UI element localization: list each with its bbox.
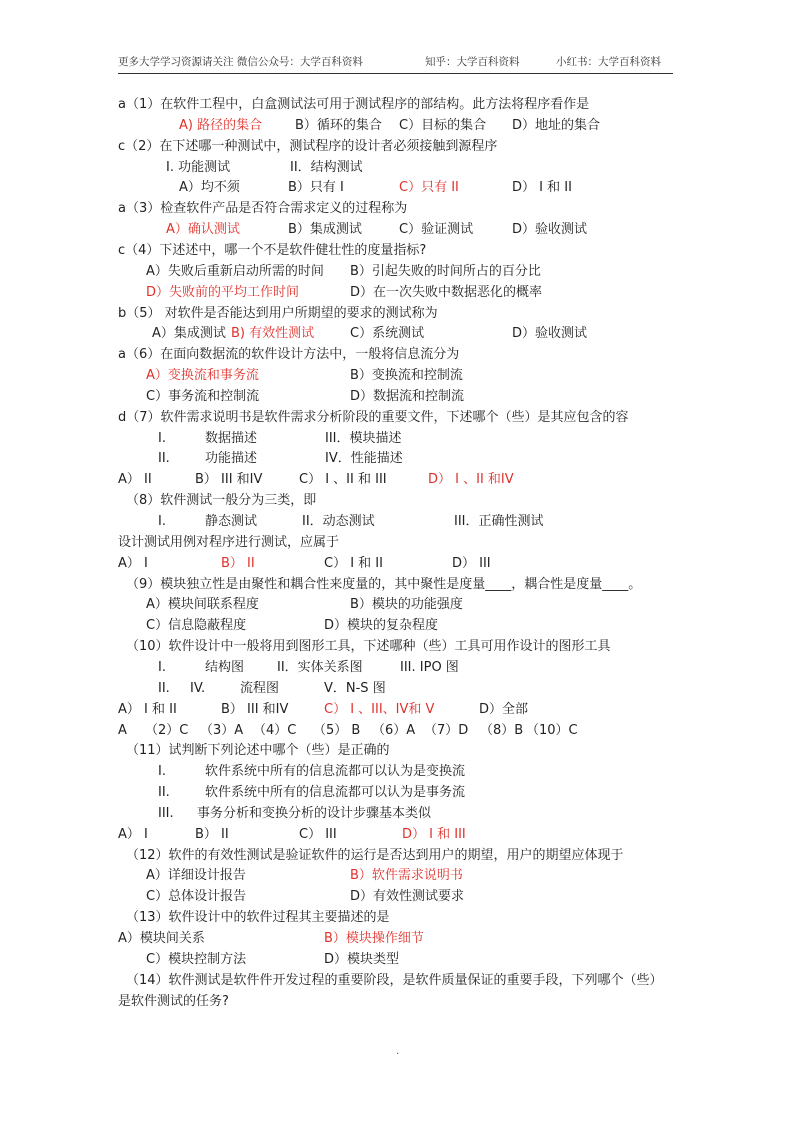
header-resource-note: 更多大学学习资源请关注 微信公众号：大学百科资料 xyxy=(118,56,363,68)
document-text: D）有效性测试要求 xyxy=(350,889,465,905)
document-text: A）模块间关系 xyxy=(118,931,205,946)
answer-highlight-text: D） I 和 III xyxy=(402,826,466,842)
document-text: A）集成测试 xyxy=(152,326,226,342)
document-text: 流程图 xyxy=(240,680,280,696)
document-text: a（3）检查软件产品是否符合需求定义的过程称为 xyxy=(118,201,408,217)
document-text: c（2）在下述哪一种测试中，测试程序的设计者必须接触到源程序 xyxy=(118,138,498,154)
answer-highlight-text: C）只有 II xyxy=(399,180,459,196)
document-text: 结构图 xyxy=(205,659,245,675)
document-text: （12）软件的有效性测试是验证软件的运行是否达到用户的期望，用户的期望应体现于 xyxy=(126,847,624,863)
document-text: III．正确性测试 xyxy=(454,514,544,529)
document-text: IV. xyxy=(190,680,206,696)
document-text: （10）软件设计中一般将用到图形工具，下述哪种（些）工具可用作设计的图形工具 xyxy=(126,639,611,655)
document-text: （8）软件测试一般分为三类，即 xyxy=(126,493,317,509)
document-text: C）系统测试 xyxy=(350,326,425,342)
document-text: C）模块控制方法 xyxy=(146,951,247,967)
answer-highlight-text: D） I 、II 和IV xyxy=(428,472,514,488)
document-text: C） I 、II 和 III xyxy=(299,472,387,488)
document-text: D）全部 xyxy=(479,701,529,717)
document-text: V．N-S 图 xyxy=(324,680,386,696)
answer-highlight-text: A）确认测试 xyxy=(166,222,240,238)
document-text: B）循环的集合 xyxy=(295,117,382,133)
document-text: D）模块类型 xyxy=(324,951,400,967)
document-text: （9）模块独立性是由聚性和耦合性来度量的，其中聚性是度量____，耦合性是度量____。 xyxy=(126,576,642,592)
document-text: D）验收测试 xyxy=(512,222,588,238)
document-text: A xyxy=(118,722,127,738)
document-text: A） II xyxy=(118,472,152,488)
document-text: a（1）在软件工程中，白盒测试法可用于测试程序的部结构。此方法将程序看作是 xyxy=(118,97,590,112)
document-text: （8）B xyxy=(480,722,524,738)
document-text: A） I xyxy=(118,555,148,571)
document-text: B） III 和IV xyxy=(221,701,289,717)
answer-highlight-text: D）失败前的平均工作时间 xyxy=(146,284,300,300)
document-text: c（4）下述述中，哪一个不是软件健壮性的度量指标? xyxy=(118,242,427,258)
document-text: （14）软件测试是软件件开发过程的重要阶段，是软件质量保证的重要手段，下列哪个（些） xyxy=(126,972,663,988)
document-text: B） III 和IV xyxy=(195,472,263,488)
document-text: D）模块的复杂程度 xyxy=(324,618,439,634)
document-text: D）地址的集合 xyxy=(512,117,601,133)
footer-mark: . xyxy=(396,1046,400,1057)
document-text: C）信息隐蔽程度 xyxy=(146,618,247,634)
document-text: D） I 和 II xyxy=(512,180,572,196)
answer-highlight-text: B）模块操作细节 xyxy=(324,931,424,946)
document-text: （6）A xyxy=(372,722,416,738)
document-text: D）在一次失败中数据恶化的概率 xyxy=(350,284,543,300)
document-text: I. xyxy=(158,764,166,780)
document-text: b（5） 对软件是否能达到用户所期望的要求的测试称为 xyxy=(118,305,438,321)
document-text: C）事务流和控制流 xyxy=(146,388,260,404)
document-text: III．模块描述 xyxy=(325,430,402,446)
document-text: II. xyxy=(158,785,170,801)
document-text: a（6）在面向数据流的软件设计方法中，一般将信息流分为 xyxy=(118,347,460,363)
document-text: （3）A xyxy=(200,722,244,738)
document-text: D）数据流和控制流 xyxy=(350,388,465,404)
document-text: A） I 和 II xyxy=(118,701,177,717)
document-text: IV．性能描述 xyxy=(325,451,403,467)
document-text: II．结构测试 xyxy=(290,159,363,175)
header-xiaohongshu: 小红书：大学百科资料 xyxy=(556,56,661,68)
document-text: B）只有 I xyxy=(288,180,344,196)
document-text: （13）软件设计中的软件过程其主要描述的是 xyxy=(126,910,390,926)
document-text: III. xyxy=(158,805,174,821)
header-zhihu: 知乎：大学百科资料 xyxy=(425,56,520,68)
document-text: 设计测试用例对程序进行测试，应属于 xyxy=(118,534,340,550)
document-text: （2）C xyxy=(145,722,189,738)
document-text: 静态测试 xyxy=(205,514,258,529)
document-text: II. xyxy=(158,680,170,696)
document-text: （7）D xyxy=(424,722,469,738)
document-text: A）详细设计报告 xyxy=(146,868,246,884)
document-text: C） III xyxy=(299,826,337,842)
document-text: I. xyxy=(158,659,166,675)
document-text: B）模块的功能强度 xyxy=(350,597,463,613)
document-text: D） III xyxy=(452,555,491,571)
document-text: （10）C xyxy=(526,722,578,738)
document-text: II. xyxy=(158,451,170,467)
document-text: B）引起失败的时间所占的百分比 xyxy=(350,263,541,279)
document-text: B）集成测试 xyxy=(288,222,362,238)
document-text: （4）C xyxy=(253,722,297,738)
document-text: I. xyxy=(158,514,166,529)
document-text: I. 功能测试 xyxy=(166,159,231,175)
document-text: C）总体设计报告 xyxy=(146,889,247,905)
answer-highlight-text: B) 有效性测试 xyxy=(231,326,315,342)
document-text: d（7）软件需求说明书是软件需求分析阶段的重要文件，下述哪个（些）是其应包含的容 xyxy=(118,409,629,425)
document-text: B） II xyxy=(195,826,229,842)
document-text: C） I 和 II xyxy=(324,555,383,571)
document-text: 软件系统中所有的信息流都可以认为是变换流 xyxy=(205,764,466,780)
document-text: II．动态测试 xyxy=(302,514,375,529)
document-text: （5） B xyxy=(313,722,361,738)
document-text: 数据描述 xyxy=(205,430,258,446)
document-text: A）均不须 xyxy=(179,180,240,196)
document-text: B）变换流和控制流 xyxy=(350,368,463,384)
document-text: III. IPO 图 xyxy=(400,659,459,675)
document-text: I. xyxy=(158,430,166,446)
document-text: C）验证测试 xyxy=(399,222,474,238)
document-text: 是软件测试的任务? xyxy=(118,993,229,1009)
answer-highlight-text: B）软件需求说明书 xyxy=(350,868,463,884)
answer-highlight-text: B） II xyxy=(221,555,255,571)
document-text: A）模块间联系程度 xyxy=(146,597,259,613)
document-text: 事务分析和变换分析的设计步骤基本类似 xyxy=(197,805,432,821)
answer-highlight-text: A) 路径的集合 xyxy=(179,117,263,133)
answer-highlight-text: A）变换流和事务流 xyxy=(146,368,259,384)
document-text: A）失败后重新启动所需的时间 xyxy=(146,263,324,279)
document-text: A） I xyxy=(118,826,148,842)
document-text: 软件系统中所有的信息流都可以认为是事务流 xyxy=(205,785,466,801)
document-text: （11）试判断下列论述中哪个（些）是正确的 xyxy=(126,743,390,759)
document-text: C）目标的集合 xyxy=(399,117,487,133)
answer-highlight-text: C） I 、III、IV和 V xyxy=(324,701,435,717)
document-text: II．实体关系图 xyxy=(277,659,363,675)
header-divider xyxy=(118,73,673,74)
document-text: 功能描述 xyxy=(205,451,258,467)
document-text: D）验收测试 xyxy=(512,326,588,342)
